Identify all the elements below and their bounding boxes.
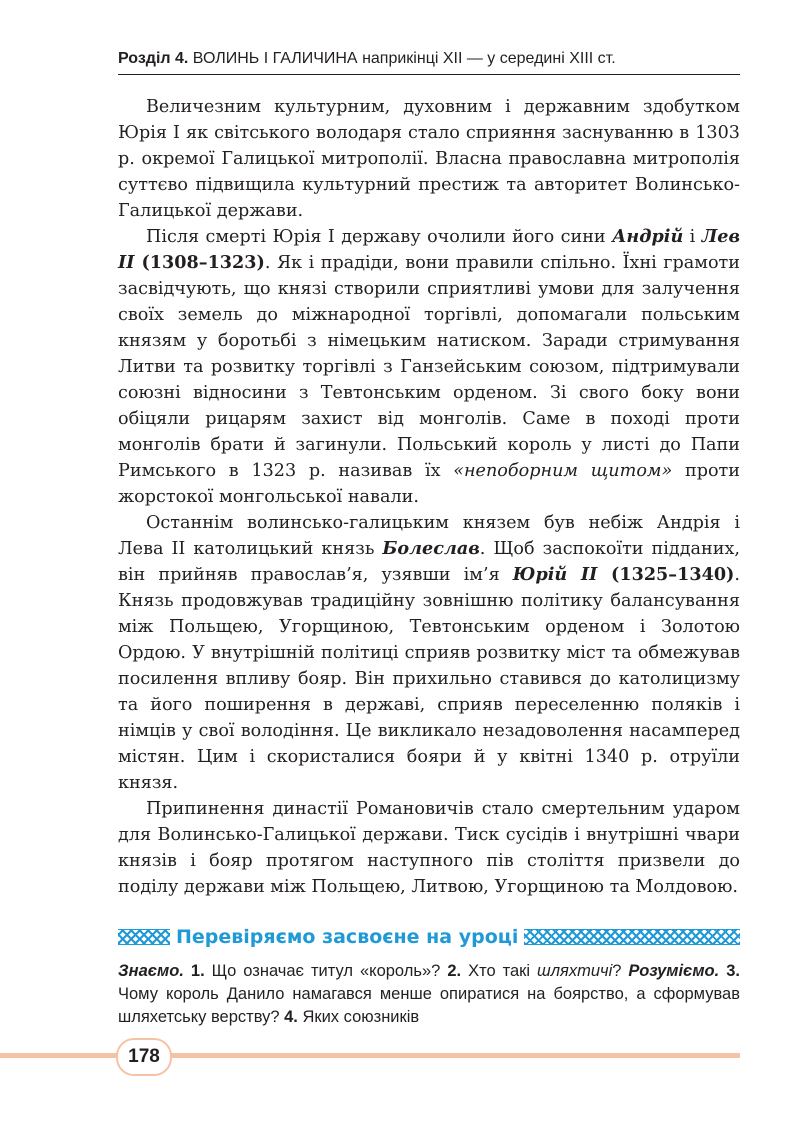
text-run: проти жорстокої монгольської навали. [118, 461, 741, 507]
text-run: . Як і прадіди, вони правили спільно. Їхні грамоти засвідчують, що князі створили сприятливі умови для залучення своїх земель до міжнародної торгівлі, допомагали польським князям у боротьбі з німецьким натиском. Заради стримування Литви та розвитку торгівлі з Ганзейським союзом, підтримували союзні відносини з Тевтонським орденом. Зі свого боку вони обіцяли рицарям захист від монголів. Саме в поході проти монголів брати й загинули. Польський король у листі до Папи Римського в 1323 р. називав їх [118, 253, 740, 481]
name-boleslav: Болеслав [382, 538, 480, 559]
quote-shield: «непоборним щитом» [453, 461, 673, 481]
section-period: наприкінці XII — у середині XIII ст. [362, 50, 616, 67]
review-heading [118, 925, 740, 949]
page-number: 178 [116, 1038, 172, 1076]
text-run: і [683, 227, 702, 247]
text-run: . Щоб заспокоїти підданих, він прийняв православ’я, узявши ім’я [118, 539, 740, 585]
q1-number: 1. [190, 962, 205, 980]
name-andrii: Андрій [612, 226, 684, 247]
name-lev: Лев II [118, 226, 740, 273]
years-yurii: (1325–1340) [597, 564, 735, 585]
review-questions [118, 960, 740, 1029]
ornament-left-icon [118, 929, 170, 945]
q4-number: 4. [284, 1008, 298, 1026]
q1-text: Що означає титул «король»? [204, 962, 448, 980]
years-lev: (1308–1323) [134, 252, 265, 273]
q2-text: Хто такі [461, 962, 538, 980]
q2-text-end: ? [612, 962, 629, 980]
paragraph-3 [118, 510, 740, 796]
text-run: Останнім волинсько-галицьким князем був небіж Андрія і Лева II католицький князь [118, 513, 740, 559]
running-header [118, 50, 740, 75]
label-understand: Розуміємо. [628, 962, 720, 980]
paragraph-1: Величезним культурним, духовним і державним здобутком Юрія I як світського володаря стало сприяння заснуванню в 1303 р. окремої Галицької митрополії. Власна православна митрополія суттєво підвищила культурний престиж та авторитет Волинсько-Галицької держави. [118, 97, 740, 221]
label-know: Знаємо. [118, 962, 184, 980]
ornament-right-icon [524, 929, 740, 945]
text-run: Після смерті Юрія I державу очолили його сини [146, 227, 613, 247]
q3-text: Чому король Данило намагався менше опиратися на боярство, а сформував шляхетську верству? [118, 985, 740, 1026]
q2-number: 2. [447, 962, 462, 980]
footer-bar [0, 1053, 740, 1058]
section-title: ВОЛИНЬ І ГАЛИЧИНА [192, 50, 358, 67]
review-title: Перевіряємо засвоєне на уроці [176, 926, 519, 948]
q2-term: шляхтичі [537, 962, 613, 980]
q4-text: Яких союзників [297, 1008, 420, 1026]
q3-number: 3. [726, 962, 740, 980]
section-label: Розділ 4. [118, 50, 189, 67]
questions-text [118, 960, 740, 1029]
text-run: . Князь продовжував традиційну зовнішню політику балансування між Польщею, Угорщиною, Тевтонським орденом і Золотою Ордою. У внутрішній політиці сприяв розвитку міст та обмежував посилення впливу бояр. Він прихильно ставився до католицизму та його поширення в державі, сприяв переселенню поляків і німців у свої володіння. Це викликало незадоволення насамперед містян. Цим і скористалися бояри й у квітні 1340 р. отруїли князя. [118, 565, 740, 793]
main-text [118, 94, 740, 900]
name-yurii: Юрій II [512, 564, 598, 585]
paragraph-2 [118, 224, 740, 510]
paragraph-4: Припинення династії Романовичів стало смертельним ударом для Волинсько-Галицької держави. Тиск сусідів і внутрішні чвари князів і бояр протягом наступного пів століття призвели до поділу держави між Польщею, Литвою, Угорщиною та Молдовою. [118, 799, 740, 897]
